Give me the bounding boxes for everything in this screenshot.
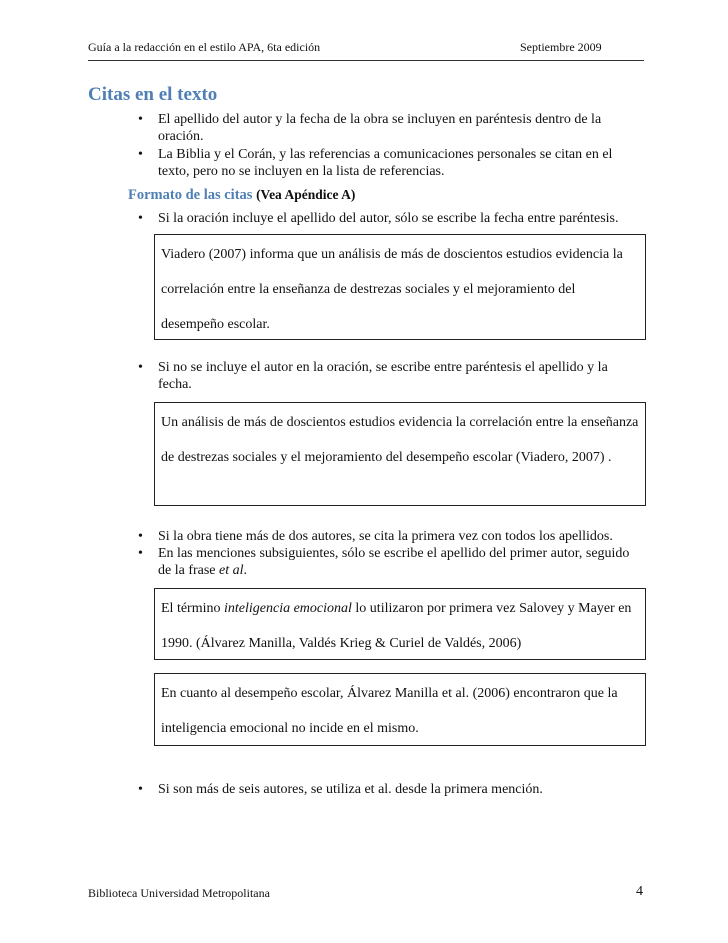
list-item-text: Si la oración incluye el apellido del autor, sólo se escribe la fecha entre paréntesis. [158,211,619,226]
list-item [138,146,644,180]
bullet-icon: • [138,546,143,561]
example-text: En cuanto al desempeño escolar, Álvarez Manilla et al. (2006) encontraron que la inteligencia emocional no incide en el mismo. [161,686,618,736]
subsection-title [128,187,355,204]
header-right: Septiembre 2009 [520,40,602,54]
list-item-text: Si son más de seis autores, se utiliza et al. desde la primera mención. [158,782,543,797]
list-item-text: Si la obra tiene más de dos autores, se cita la primera vez con todos los apellidos. [158,529,613,544]
example-box [154,234,646,340]
bullet-icon: • [138,360,143,375]
header-left: Guía a la redacción en el estilo APA, 6ta edición [88,40,321,54]
list-item [138,359,644,393]
example-text [161,591,639,661]
subsection-title-text: Formato de las citas [128,187,253,203]
list-item-text-part: En las menciones subsiguientes, sólo se escribe el apellido del primer autor, seguido de la frase [158,546,630,578]
example-box [154,402,646,506]
footer-left: Biblioteca Universidad Metropolitana [88,886,270,900]
page-number: 4 [636,884,643,899]
list-item-text-part: . [243,563,248,578]
bullet-icon: • [138,147,143,162]
list-item [138,781,644,798]
example-text: Un análisis de más de doscientos estudios evidencia la correlación entre la enseñanza de destrezas sociales y el mejoramiento del desempeño escolar (Viadero, 2007) . [161,415,639,465]
bullet-icon: • [138,112,143,127]
example-text: Viadero (2007) informa que un análisis de más de doscientos estudios evidencia la correlación entre la enseñanza de destrezas sociales y el mejoramiento del desempeño escolar. [161,247,623,332]
section-title: Citas en el texto [88,84,218,105]
list-item [138,528,644,545]
bullet-icon: • [138,211,143,226]
term-emphasis: inteligencia emocional [224,601,352,616]
et-al-emphasis: et al [219,563,244,578]
list-item [138,111,644,145]
example-box [154,588,646,660]
bullet-icon: • [138,529,143,544]
list-item-text: El apellido del autor y la fecha de la obra se incluyen en paréntesis dentro de la oración. [158,112,602,144]
appendix-note: (Vea Apéndice A) [256,187,356,202]
list-item [138,545,644,579]
list-item-text [158,545,644,579]
example-box [154,673,646,746]
header-divider [88,60,644,61]
list-item-text: La Biblia y el Corán, y las referencias a comunicaciones personales se citan en el texto, pero no se incluyen en la lista de referencias. [158,147,613,179]
example-text-part: lo utilizaron por primera vez Salovey y Mayer en 1990. (Álvarez Manilla, Valdés Krieg & Curiel de Valdés, 2006) [161,601,632,651]
list-item-text: Si no se incluye el autor en la oración, se escribe entre paréntesis el apellido y la fecha. [158,360,608,392]
bullet-icon: • [138,782,143,797]
example-text-part: El término [161,601,224,616]
list-item [138,210,644,227]
